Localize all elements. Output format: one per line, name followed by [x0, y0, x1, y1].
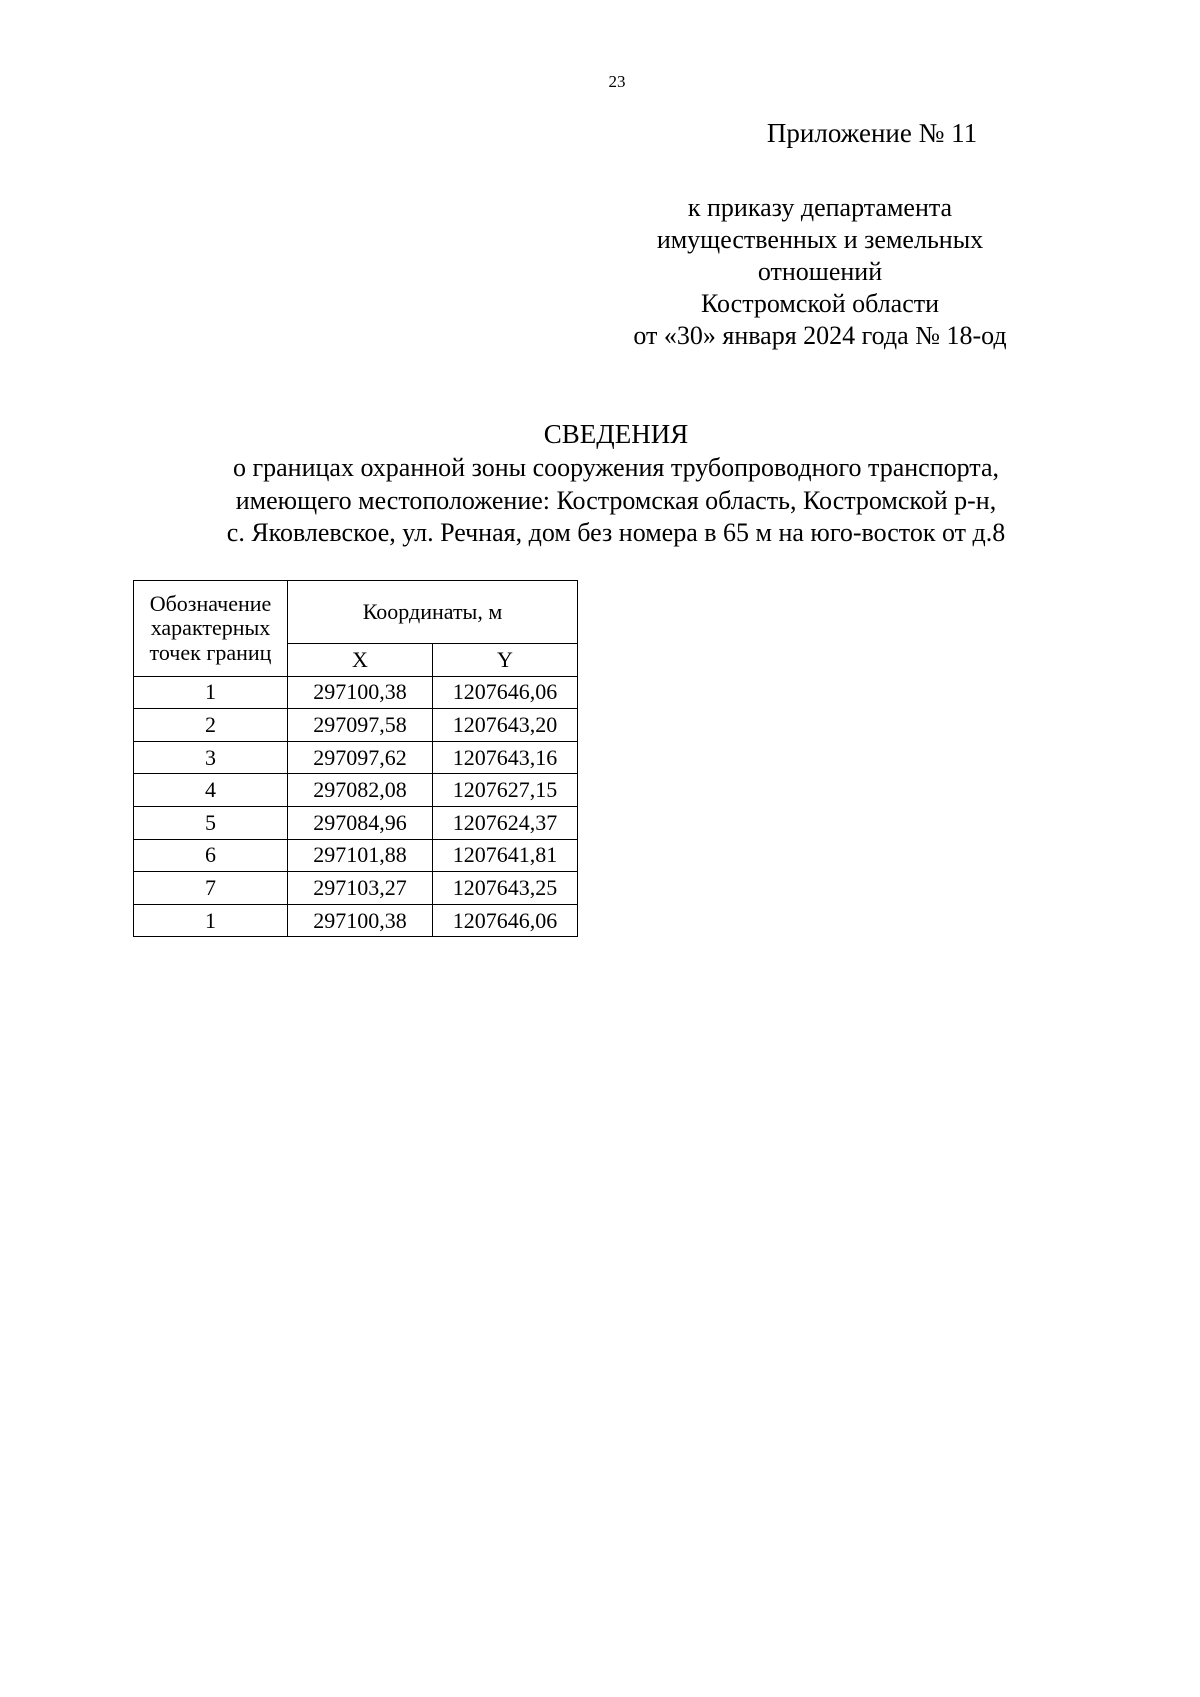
- point-cell: 6: [134, 839, 288, 872]
- y-cell: 1207646,06: [433, 676, 578, 709]
- order-line: Костромской области: [700, 289, 940, 318]
- point-header: [134, 581, 288, 677]
- table-row: [134, 741, 578, 774]
- table-row: [134, 709, 578, 742]
- y-cell: 1207641,81: [433, 839, 578, 872]
- point-header-line: точек границ: [149, 639, 272, 665]
- table-row: [134, 839, 578, 872]
- coordinates-body: [134, 676, 578, 937]
- point-cell: 5: [134, 806, 288, 839]
- point-cell: 7: [134, 872, 288, 905]
- x-cell: 297097,62: [288, 741, 433, 774]
- document-subtitle: [0, 452, 1200, 550]
- document-title: СВЕДЕНИЯ: [543, 419, 689, 449]
- x-cell: 297103,27: [288, 872, 433, 905]
- coordinates-table: [133, 580, 578, 937]
- order-line: отношений: [757, 257, 883, 286]
- point-cell: 1: [134, 904, 288, 937]
- y-cell: 1207627,15: [433, 774, 578, 807]
- point-cell: 1: [134, 676, 288, 709]
- coords-header: Координаты, м: [288, 581, 578, 644]
- x-header: X: [288, 644, 433, 677]
- order-line: от «30» января 2024 года № 18-од: [633, 321, 1007, 350]
- table-row: [134, 806, 578, 839]
- subtitle-line: имеющего местоположение: Костромская область, Костромской р-н,: [235, 485, 997, 515]
- order-reference: [620, 192, 1020, 352]
- point-header-line: Обозначение: [149, 590, 272, 616]
- y-cell: 1207624,37: [433, 806, 578, 839]
- page-number: 23: [608, 72, 626, 91]
- x-cell: 297084,96: [288, 806, 433, 839]
- x-cell: 297097,58: [288, 709, 433, 742]
- point-header-line: характерных: [150, 615, 271, 641]
- point-cell: 4: [134, 774, 288, 807]
- point-cell: 3: [134, 741, 288, 774]
- order-line: к приказу департамента: [687, 193, 953, 222]
- y-cell: 1207646,06: [433, 904, 578, 937]
- subtitle-line: о границах охранной зоны сооружения трубопроводного транспорта,: [232, 453, 1000, 482]
- x-cell: 297082,08: [288, 774, 433, 807]
- y-cell: 1207643,16: [433, 741, 578, 774]
- table-row: [134, 774, 578, 807]
- x-cell: 297100,38: [288, 676, 433, 709]
- table-header-row: [134, 581, 578, 644]
- y-cell: 1207643,25: [433, 872, 578, 905]
- x-cell: 297101,88: [288, 839, 433, 872]
- y-header: Y: [433, 644, 578, 677]
- table-row: [134, 904, 578, 937]
- appendix-title: Приложение № 11: [766, 118, 978, 148]
- x-cell: 297100,38: [288, 904, 433, 937]
- subtitle-line: с. Яковлевское, ул. Речная, дом без номера в 65 м на юго-восток от д.8: [226, 518, 1006, 547]
- table-row: [134, 676, 578, 709]
- y-cell: 1207643,20: [433, 709, 578, 742]
- point-cell: 2: [134, 709, 288, 742]
- table-row: [134, 872, 578, 905]
- order-line: имущественных и земельных: [656, 225, 984, 254]
